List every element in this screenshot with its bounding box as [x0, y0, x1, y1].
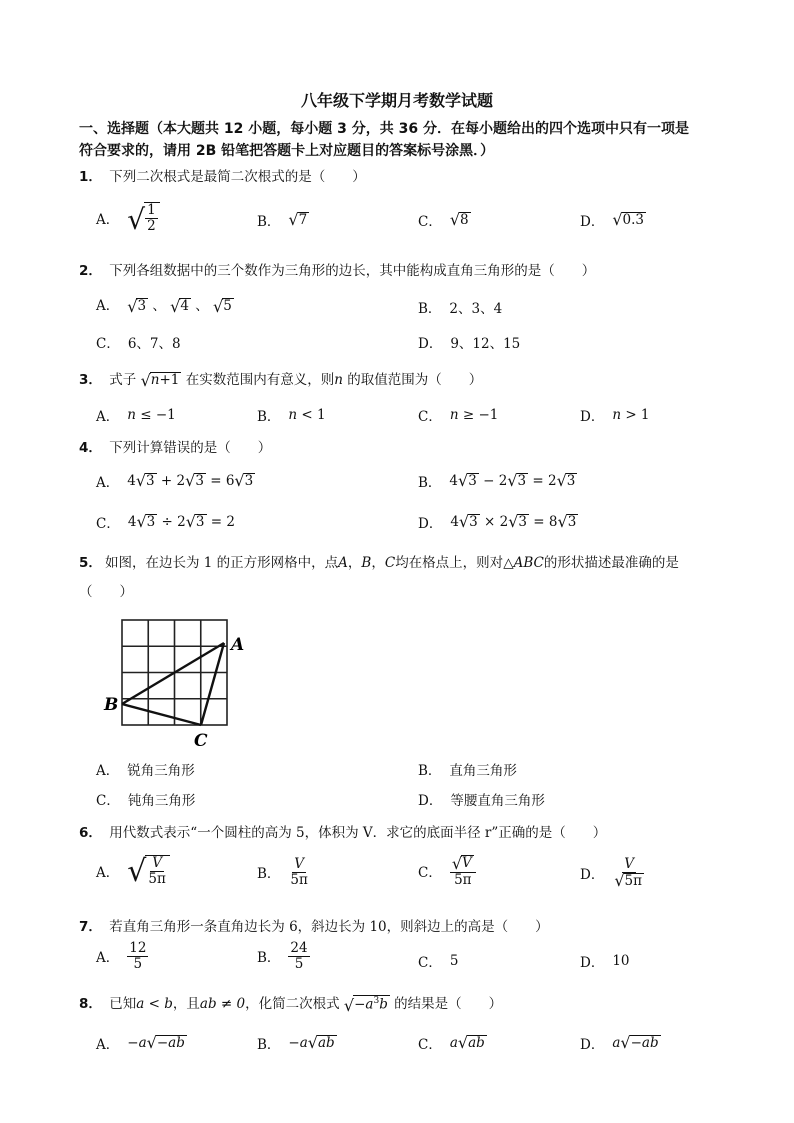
option-expr: √ 3 、 √ 4 、 √ 5	[127, 296, 232, 316]
option-expr: a √ −ab	[612, 1033, 659, 1053]
option-expr: √ 7	[288, 210, 308, 230]
label-point-c: C	[194, 731, 208, 751]
option-label: B．	[418, 763, 442, 779]
option-expr: 直角三角形	[449, 763, 517, 779]
option-label: B．	[257, 214, 281, 230]
triangle-label: △ABC	[503, 555, 544, 571]
question-number: 1．	[79, 169, 102, 185]
point-label: A	[338, 555, 348, 571]
option-label: C．	[418, 409, 442, 425]
option-expr: $\frac{24}{5}$	[290, 940, 308, 972]
option-c	[96, 332, 181, 352]
question-2	[79, 259, 759, 279]
option-expr: √ 8	[449, 210, 469, 230]
option-expr: 9、12、15	[450, 336, 521, 352]
option-b	[418, 471, 577, 491]
question-1	[79, 165, 759, 185]
option-expr: 10	[612, 953, 630, 969]
option-expr: n > 1	[612, 407, 650, 423]
section-heading-line1: 一、选择题（本大题共 12 小题，每小题 3 分，共 36 分．在每小题给出的四个选项中只有一项是	[79, 121, 689, 137]
option-a	[96, 855, 170, 887]
question-number: 6．	[79, 825, 102, 841]
option-label: D．	[580, 867, 605, 884]
section-heading	[79, 118, 759, 162]
option-b	[257, 941, 310, 972]
question-stem: 式子	[109, 372, 137, 388]
option-expr: 锐角三角形	[127, 763, 195, 779]
option-label: A．	[96, 409, 120, 425]
page-title: 八年级下学期月考数学试题	[300, 91, 493, 110]
question-5-line2: （ ）	[79, 584, 133, 600]
option-d	[418, 512, 578, 532]
option-a	[96, 202, 160, 234]
option-a	[96, 941, 148, 972]
question-stem: 的结果是（ ）	[389, 996, 503, 1012]
option-a	[96, 1033, 187, 1053]
option-label: B．	[418, 475, 442, 491]
question-5	[79, 551, 759, 571]
option-d	[580, 951, 630, 971]
option-expr: n ≤ −1	[127, 407, 176, 423]
question-number: 3．	[79, 372, 102, 388]
option-expr: √ $\frac{1}{2}$	[127, 202, 159, 234]
question-stem: ，	[347, 555, 362, 571]
option-expr: V √ 5π	[614, 856, 642, 891]
question-stem: 用代数式表示“一个圆柱的高为 5，体积为 V．求它的底面半径 r”正确的是（ ）	[109, 825, 607, 841]
option-expr: n ≥ −1	[449, 407, 499, 423]
question-number: 5．	[79, 555, 102, 571]
option-label: D．	[580, 214, 605, 230]
option-label: B．	[257, 409, 281, 425]
option-label: C．	[96, 516, 120, 532]
option-label: B．	[418, 301, 442, 317]
question-number: 2．	[79, 263, 102, 279]
triangle-abc	[122, 643, 224, 725]
option-expr: 等腰直角三角形	[450, 793, 545, 809]
question-number: 8．	[79, 996, 102, 1012]
option-label: C．	[418, 1037, 442, 1053]
option-label: C．	[418, 865, 442, 882]
question-stem: 如图，在边长为 1 的正方形网格中，点	[105, 555, 339, 571]
option-label: B．	[257, 1037, 281, 1053]
option-label: D．	[580, 409, 605, 425]
option-expr: 4 √ 3 ÷ 2 √ 3 = 2	[127, 512, 235, 532]
option-d	[580, 405, 650, 425]
option-label: D．	[580, 1037, 605, 1053]
question-stem: 的取值范围为（ ）	[342, 372, 483, 388]
question-stem: 下列各组数据中的三个数作为三角形的边长，其中能构成直角三角形的是（ ）	[109, 263, 596, 279]
option-c	[418, 1033, 487, 1053]
option-label: B．	[257, 950, 281, 967]
option-expr: a √ ab	[449, 1033, 485, 1053]
option-label: A．	[96, 298, 120, 315]
option-label: A．	[96, 1037, 120, 1053]
option-label: D．	[580, 955, 605, 971]
option-label: C．	[418, 955, 442, 971]
option-expr: 钝角三角形	[127, 793, 196, 809]
point-label: C	[384, 555, 396, 571]
option-label: C．	[418, 214, 442, 230]
option-b	[257, 405, 326, 425]
option-label: C．	[96, 793, 120, 809]
option-label: A．	[96, 211, 120, 228]
question-8	[79, 992, 759, 1014]
question-stem: 若直角三角形一条直角边长为 6，斜边长为 10，则斜边上的高是（ ）	[109, 919, 549, 935]
option-expr: 4 √ 3 × 2 √ 3 = 8 √ 3	[450, 512, 577, 532]
option-c	[418, 855, 476, 887]
question-condition: ab ≠ 0	[199, 996, 246, 1012]
option-d	[418, 332, 520, 352]
option-label: A．	[96, 864, 120, 881]
option-expr: −a √ ab	[288, 1033, 335, 1053]
option-expr: √ 0.3	[612, 210, 645, 230]
option-c	[418, 405, 498, 425]
option-label: D．	[418, 336, 443, 352]
option-expr: 4 √ 3 − 2 √ 3 = 2 √ 3	[449, 471, 576, 491]
option-a	[96, 759, 195, 779]
question-stem: 下列二次根式是最简二次根式的是（ ）	[109, 169, 366, 185]
question-6	[79, 821, 759, 841]
option-c	[96, 789, 195, 809]
option-expr: $\frac{12}{5}$	[129, 940, 147, 972]
question-3	[79, 368, 759, 389]
label-point-a: A	[231, 635, 245, 655]
question-stem: ，化简二次根式	[245, 996, 340, 1012]
option-c	[418, 951, 458, 971]
option-label: D．	[418, 516, 443, 532]
point-label: B	[361, 555, 372, 571]
question-number: 7．	[79, 919, 102, 935]
option-label: A．	[96, 475, 120, 491]
question-stem: 在实数范围内有意义，则	[185, 372, 335, 388]
option-d	[580, 857, 646, 889]
option-expr: $\frac{V}{5\pi}$	[290, 856, 308, 888]
question-expr: √ $-a^3b$	[343, 995, 388, 1015]
question-stem: ，且	[172, 996, 200, 1012]
option-label: C．	[96, 336, 120, 352]
question-4	[79, 436, 759, 456]
question-stem: 下列计算错误的是（ ）	[109, 440, 272, 456]
option-d	[580, 1033, 661, 1053]
question-stem: ，	[371, 555, 385, 571]
option-b	[257, 857, 310, 888]
option-b	[418, 297, 502, 317]
question-stem: 已知	[109, 996, 137, 1012]
option-label: B．	[257, 866, 281, 883]
option-c	[418, 210, 471, 230]
option-expr: √ $\frac{V}{5\pi}$	[127, 855, 170, 887]
question-condition: a < b	[136, 996, 173, 1012]
option-label: D．	[418, 793, 443, 809]
option-expr: −a √ −ab	[127, 1033, 185, 1053]
option-d	[580, 210, 646, 230]
option-b	[418, 759, 517, 779]
label-point-b: B	[104, 695, 119, 715]
option-c	[96, 512, 235, 532]
question-expr: √ n+1	[140, 370, 180, 390]
question-stem: 的形状描述最准确的是	[543, 555, 679, 571]
option-a	[96, 294, 234, 315]
option-expr: n < 1	[288, 407, 326, 423]
option-expr: √ V 5π	[450, 855, 476, 887]
option-b	[257, 1033, 337, 1053]
option-label: A．	[96, 950, 120, 967]
option-d	[418, 789, 545, 809]
option-expr: 2、3、4	[449, 301, 503, 317]
option-label: A．	[96, 763, 120, 779]
option-expr: 5	[449, 953, 459, 969]
option-a	[96, 471, 255, 491]
option-expr: 6、7、8	[127, 336, 181, 352]
question-stem: 均在格点上，则对	[395, 555, 504, 571]
option-expr: 4 √ 3 + 2 √ 3 = 6 √ 3	[127, 471, 254, 491]
question-var: n	[334, 372, 343, 388]
option-a	[96, 405, 176, 425]
option-b	[257, 210, 309, 230]
question-7	[79, 915, 759, 935]
question-number: 4．	[79, 440, 102, 456]
section-heading-line2: 符合要求的，请用 2B 铅笔把答题卡上对应题目的答案标号涂黑．）	[79, 143, 495, 159]
grid-figure	[100, 612, 260, 752]
